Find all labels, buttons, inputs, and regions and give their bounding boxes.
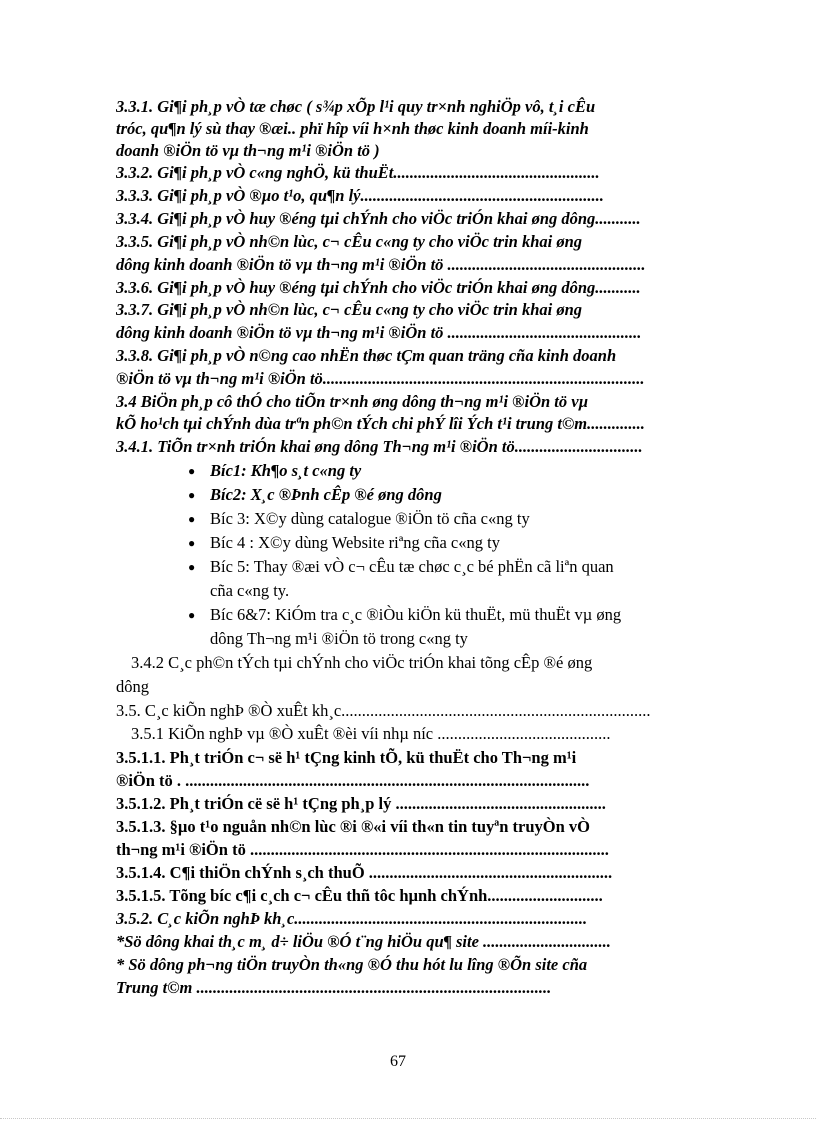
toc-entry-3-5-1-5: 3.5.1.5. Tõng bíc c¶i c¸ch c¬ cÊu thñ tôc hµnh chÝnh............................ [116,886,603,905]
toc-entry-media-cont: Trung t©m ...................................................................................... [116,978,552,997]
toc-entry-3-3-1-cont: doanh ®iÖn tö vµ th¬ng m¹i ®iÖn tö ) [116,141,380,160]
toc-entry-3-3-1-cont: tróc, qu¶n lý sù thay ®æi.. phï hîp víi h×nh thøc kinh doanh míi-kinh [116,119,589,138]
toc-entry-3-5-1-1: 3.5.1.1. Ph¸t triÓn c¬ së h¹ tÇng kinh tÕ, kü thuËt cho Th¬ng m¹i [116,748,577,767]
step-2: Bíc2: X¸c ®Þnh cÊp ®é øng dông [210,485,442,504]
toc-entry-3-5: 3.5. C¸c kiÕn nghÞ ®Ò xuÊt kh¸c........................................................................... [116,701,651,720]
toc-entry-3-5-1-2: 3.5.1.2. Ph¸t triÓn cë së h¹ tÇng ph¸p lý ................................................... [116,794,606,813]
toc-entry-3-4: 3.4 BiÖn ph¸p cô thÓ cho tiÕn tr×nh øng dông th¬ng m¹i ®iÖn tö vµ [116,392,589,411]
bullet-icon: ● [188,560,196,574]
bullet-icon: ● [188,512,196,526]
toc-entry-media: * Sö dông ph¬ng tiÖn truyÒn th«ng ®Ó thu hót lu lîng ®Õn site cña [116,955,588,974]
toc-entry-3-3-8-cont: ®iÖn tö vµ th¬ng m¹i ®iÖn tö.............................................................................. [116,369,645,388]
toc-entry-3-3-8: 3.3.8. Gi¶i ph¸p vÒ n©ng cao nhËn thøc tÇm quan träng cña kinh doanh [116,346,617,365]
step-1: Bíc1: Kh¶o s¸t c«ng ty [210,461,362,480]
toc-entry-3-3-3: 3.3.3. Gi¶i ph¸p vÒ ®µo t¹o, qu¶n lý........................................................... [116,186,604,205]
step-5-cont: cña c«ng ty. [210,581,290,600]
toc-entry-3-3-4: 3.3.4. Gi¶i ph¸p vÒ huy ®éng tµi chÝnh cho viÖc triÓn khai øng dông........... [116,209,641,228]
toc-entry-3-3-1: 3.3.1. Gi¶i ph¸p vÒ tæ chøc ( s¾p xÕp l¹i quy tr×nh nghiÖp vô, t¸i cÊu [116,97,596,116]
bullet-icon: ● [188,608,196,622]
toc-entry-3-4-2: 3.4.2 C¸c ph©n tÝch tµi chÝnh cho viÖc triÓn khai tõng cÊp ®é øng [131,653,593,672]
toc-entry-3-5-1-4: 3.5.1.4. C¶i thiÖn chÝnh s¸ch thuÕ ........................................................... [116,863,613,882]
toc-entry-3-4-cont: kÕ ho¹ch tµi chÝnh dùa trªn ph©n tÝch chi phÝ lîi Ých t¹i trung t©m.............. [116,414,645,433]
toc-entry-3-5-1-1-cont: ®iÖn tö . .................................................................................................. [116,771,590,790]
toc-entry-3-3-2: 3.3.2. Gi¶i ph¸p vÒ c«ng nghÖ, kü thuËt.................................................. [116,163,600,182]
toc-entry-3-3-7-cont: dông kinh doanh ®iÖn tö vµ th¬ng m¹i ®iÖn tö ............................................... [116,323,642,342]
bullet-icon: ● [188,536,196,550]
toc-entry-3-4-2-cont: dông [116,677,149,696]
toc-entry-3-5-2: 3.5.2. C¸c kiÕn nghÞ kh¸c....................................................................... [116,909,588,928]
step-6-7: Bíc 6&7: KiÓm tra c¸c ®iÒu kiÖn kü thuËt, mü thuËt vµ øng [210,605,622,624]
bullet-icon: ● [188,464,196,478]
page-number: 67 [390,1053,406,1070]
bullet-icon: ● [188,488,196,502]
toc-entry-3-4-1: 3.4.1. TiÕn tr×nh triÓn khai øng dông Th¬ng m¹i ®iÖn tö............................... [116,437,643,456]
step-3: Bíc 3: X©y dùng catalogue ®iÖn tö cña c«ng ty [210,509,530,528]
toc-entry-3-3-5-cont: dông kinh doanh ®iÖn tö vµ th¬ng m¹i ®iÖn tö ................................................ [116,255,646,274]
toc-entry-3-3-6: 3.3.6. Gi¶i ph¸p vÒ huy ®éng tµi chÝnh cho viÖc triÓn khai øng dông........... [116,278,641,297]
toc-entry-data-mining: *Sö dông khai th¸c m¸ d÷ liÖu ®Ó t¨ng hiÖu qu¶ site ............................... [116,932,611,951]
step-4: Bíc 4 : X©y dùng Website riªng cña c«ng ty [210,533,500,552]
toc-entry-3-3-5: 3.3.5. Gi¶i ph¸p vÒ nh©n lùc, c¬ cÊu c«ng ty cho viÖc trin khai øng [116,232,583,251]
toc-entry-3-5-1-3-cont: th¬ng m¹i ®iÖn tö ....................................................................................... [116,840,609,859]
step-6-7-cont: dông Th¬ng m¹i ®iÖn tö trong c«ng ty [210,629,468,648]
toc-entry-3-5-1: 3.5.1 KiÕn nghÞ vµ ®Ò xuÊt ®èi víi nhµ níc .......................................... [131,724,611,743]
toc-entry-3-3-7: 3.3.7. Gi¶i ph¸p vÒ nh©n lùc, c¬ cÊu c«ng ty cho viÖc trin khai øng [116,300,583,319]
step-5: Bíc 5: Thay ®æi vÒ c¬ cÊu tæ chøc c¸c bé phËn cã liªn quan [210,557,614,576]
page-bottom-divider [0,1118,816,1119]
toc-entry-3-5-1-3: 3.5.1.3. §µo t¹o nguån nh©n lùc ®i ®«i víi th«n tin tuyªn truyÒn vÒ [116,817,591,836]
